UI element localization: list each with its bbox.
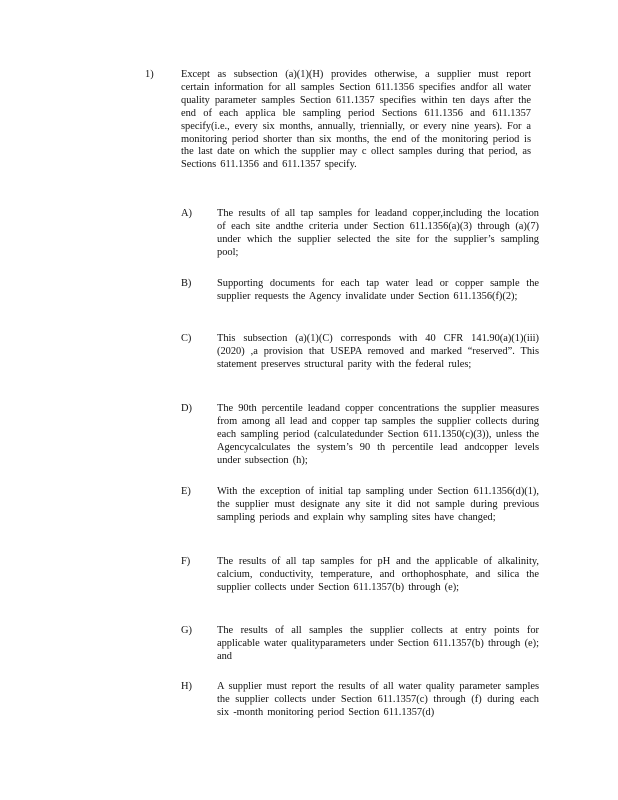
item-text: This subsection (a)(1)(C) corresponds with 40 CFR 141.90(a)(1)(iii) (2020) ,a provision that USEPA removed and marked “reserved”. This statement preserves structural parity with the federal rules; [217,333,539,370]
item-label: E) [181,486,191,497]
item-text: The results of all samples the supplier collects at entry points for applicable water qualityparameters under Section 611.1357(b) through (e); and [217,625,539,662]
item-text: The results of all tap samples for pH and the applicable of alkalinity, calcium, conductivity, temperature, and orthophosphate, and silica the supplier collects under Section 611.1357(b) through (e); [217,556,539,593]
section-number: 1) [145,69,154,80]
item-label: C) [181,333,192,344]
item-text: The results of all tap samples for leadand copper,including the location of each site andthe criteria under Section 611.1356(a)(3) through (a)(7) under which the supplier selected the site for the supplier’s sampling pool; [217,208,539,258]
item-label: A) [181,208,192,219]
item-text: With the exception of initial tap sampling under Section 611.1356(d)(1), the supplier must designate any site it did not sample during previous sampling periods and explain why sampling sites have changed; [217,486,539,523]
item-text: Supporting documents for each tap water lead or copper sample the supplier requests the Agency invalidate under Section 611.1356(f)(2); [217,278,539,302]
section-paragraph: Except as subsection (a)(1)(H) provides otherwise, a supplier must report certain information for all samples Section 611.1356 specifies andfor all water quality parameter samples Section 611.1357 specifies within ten days after the end of each applica ble sampling period Sections 611.1356 and 611.1357 specify(i.e., every six months, annually, triennially, or every nine years). For a monitoring period shorter than six months, the end of the monitoring period is the last date on which the supplier may c ollect samples during that period, as Sections 611.1356 and 611.1357 specify. [181,69,531,171]
item-label: F) [181,556,191,567]
item-label: B) [181,278,192,289]
item-label: D) [181,403,192,414]
item-text: A supplier must report the results of all water quality parameter samples the supplier collects under Section 611.1357(c) through (f) during each six -month monitoring period Section 611.1357(d) [217,681,539,718]
item-label: H) [181,681,192,692]
item-text: The 90th percentile leadand copper concentrations the supplier measures from among all lead and copper tap samples the supplier collects during each sampling period (calculatedunder Section 611.1350(c)(3)), unless the Agencycalculates the system’s 90 th percentile lead andcopper levels under subsection (h); [217,403,539,466]
item-label: G) [181,625,192,636]
